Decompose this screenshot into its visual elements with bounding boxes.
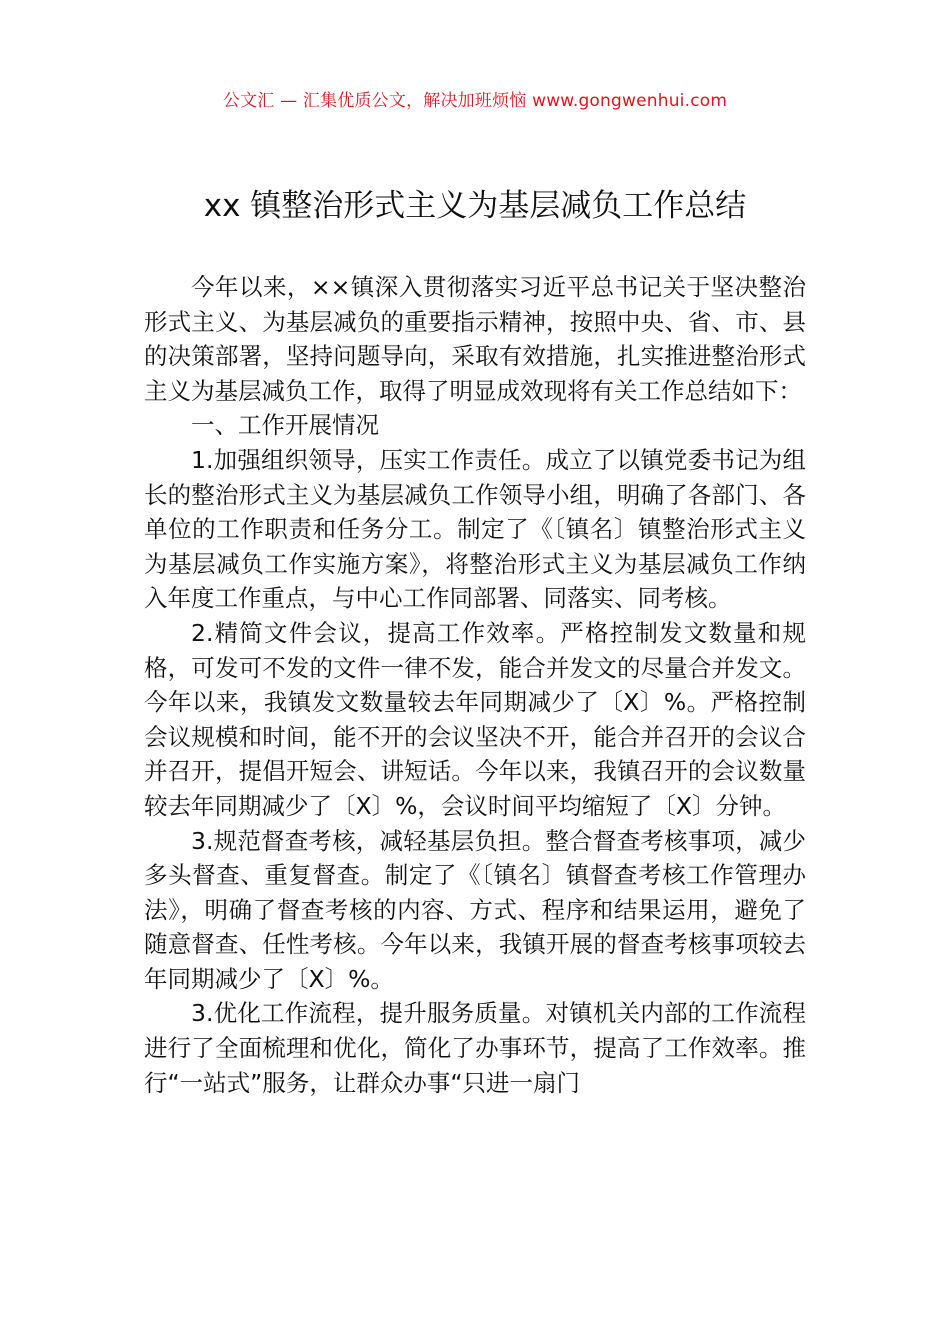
document-body	[144, 270, 806, 1100]
intro-paragraph: 今年以来，××镇深入贯彻落实习近平总书记关于坚决整治形式主义、为基层减负的重要指示精神，按照中央、省、市、县的决策部署，坚持问题导向，采取有效措施，扎实推进整治形式主义为基层减负工作，取得了明显成效现将有关工作总结如下：	[144, 273, 806, 405]
paragraph-item-2: 2.精简文件会议，提高工作效率。严格控制发文数量和规格，可发可不发的文件一律不发，能合并发文的尽量合并发文。今年以来，我镇发文数量较去年同期减少了〔X〕%。严格控制会议规模和时间，能不开的会议坚决不开，能合并召开的会议合并召开，提倡开短会、讲短话。今年以来，我镇召开的会议数量较去年同期减少了〔X〕%，会议时间平均缩短了〔X〕分钟。	[144, 618, 806, 820]
paragraph-item-4: 3.优化工作流程，提升服务质量。对镇机关内部的工作流程进行了全面梳理和优化，简化了办事环节，提高了工作效率。推行“一站式”服务，让群众办事“只进一扇门	[144, 999, 806, 1097]
paragraph-item-1: 1.加强组织领导，压实工作责任。成立了以镇党委书记为组长的整治形式主义为基层减负工作领导小组，明确了各部门、各单位的工作职责和任务分工。制定了《〔镇名〕镇整治形式主义为基层减负工作实施方案》，将整治形式主义为基层减负工作纳入年度工作重点，与中心工作同部署、同落实、同考核。	[144, 445, 806, 613]
paragraph-item-3: 3.规范督查考核，减轻基层负担。整合督查考核事项，减少多头督查、重复督查。制定了《〔镇名〕镇督查考核工作管理办法》，明确了督查考核的内容、方式、程序和结果运用，避免了随意督查、任性考核。今年以来，我镇开展的督查考核事项较去年同期减少了〔X〕%。	[144, 826, 806, 993]
page-title: xx 镇整治形式主义为基层减负工作总结	[203, 188, 747, 224]
header-banner: 公文汇 — 汇集优质公文，解决加班烦恼 www.gongwenhui.com	[222, 91, 728, 111]
section-heading: 一、工作开展情况	[191, 411, 379, 440]
